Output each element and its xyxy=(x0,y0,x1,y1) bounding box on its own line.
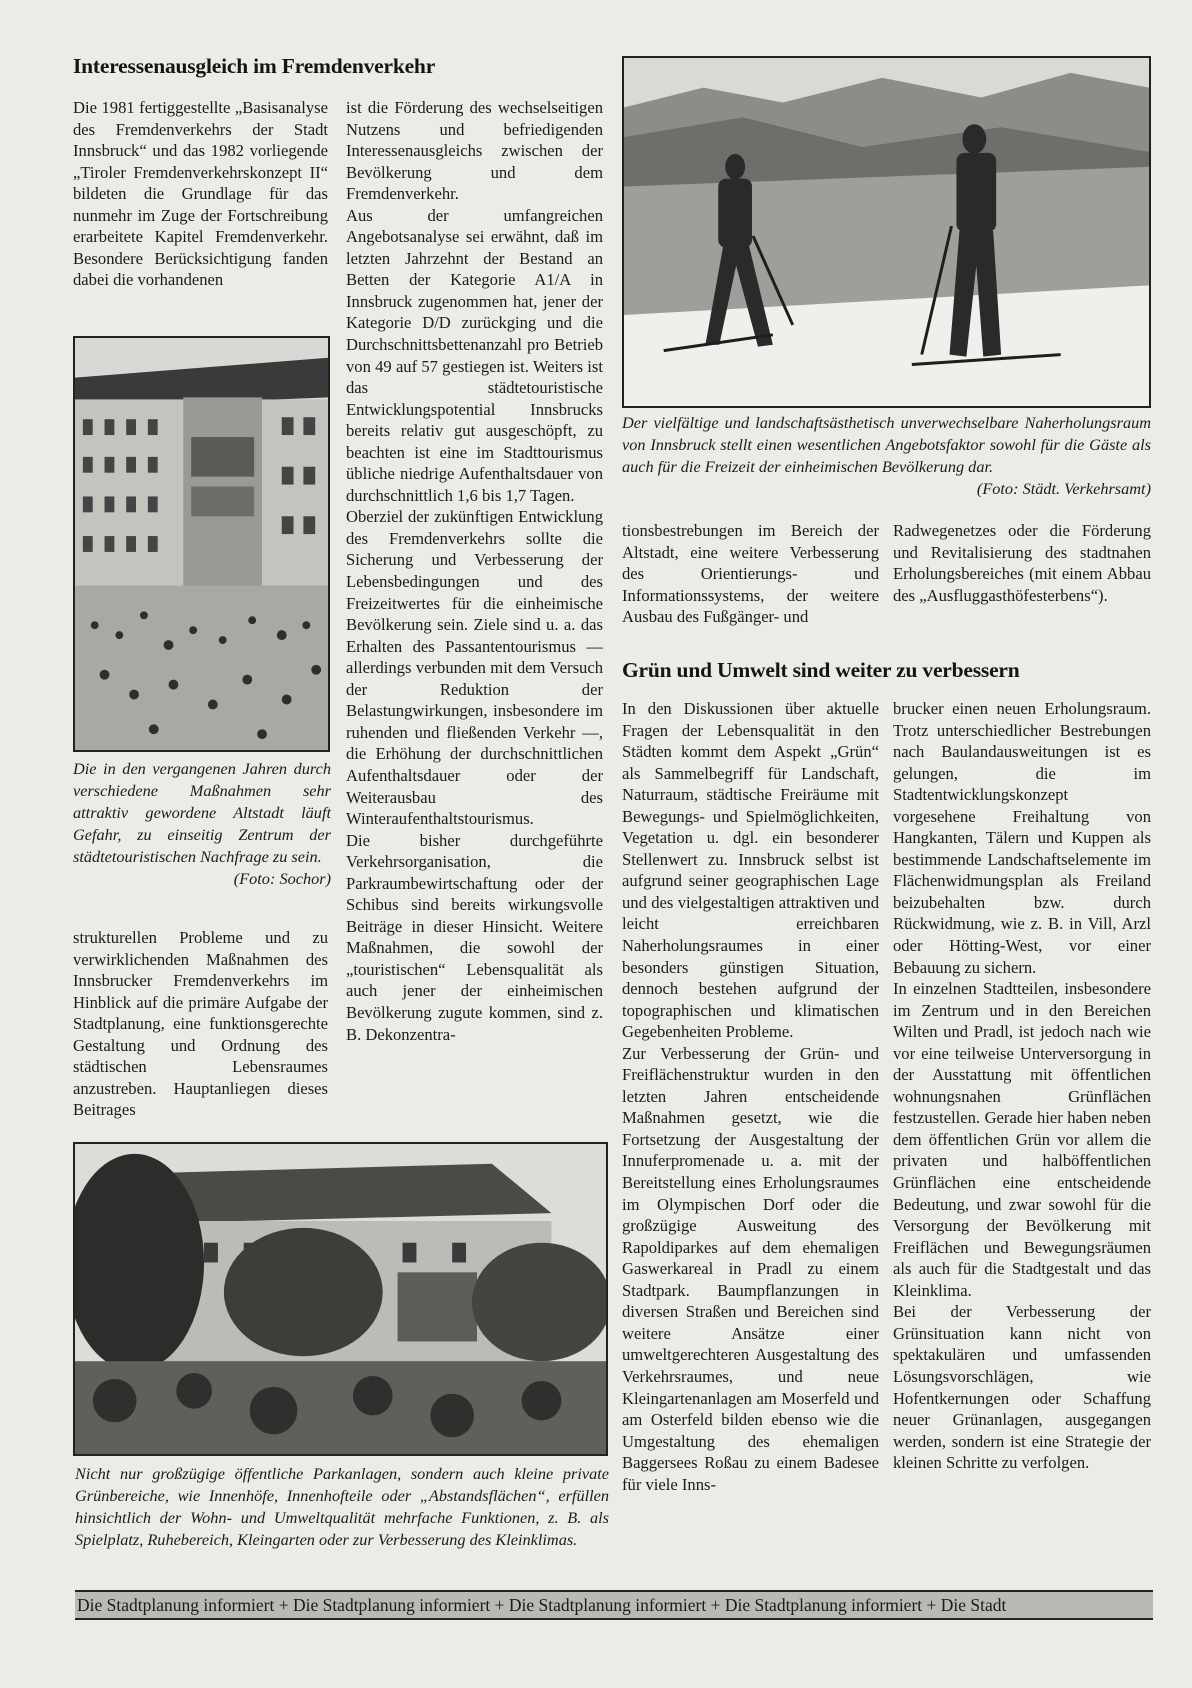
photo-skiers-mountains xyxy=(622,56,1151,408)
caption-text: Der vielfältige und landschaftsästhetisch unverwechselbare Naherholungsraum von Innsbruck stellt einen wesentlichen Angebotsfaktor sowohl für die Gäste als auch für die Freizeit der einheimischen Bevölkerung dar. xyxy=(622,413,1151,476)
caption-garden xyxy=(75,1463,609,1551)
heading-green: Grün und Umwelt sind weiter zu verbessern xyxy=(622,658,1020,682)
heading-tourism: Interessenausgleich im Fremdenverkehr xyxy=(73,54,436,78)
photo-residential-garden xyxy=(73,1142,608,1456)
caption-text: Die in den vergangenen Jahren durch verschiedene Maßnahmen sehr attraktiv gewordene Altstadt läuft Gefahr, zu einseitig Zentrum der städtetouristischen Nachfrage zu sein. xyxy=(73,759,331,866)
paragraph: Aus der umfangreichen Angebotsanalyse sei erwähnt, daß im letzten Jahrzehnt der Bestand an Betten der Kategorie A1/A in Innsbruck zugenommen hat, jener der Kategorie D/D zurückging und die Durchschnittsbettenanzahl pro Betrieb von 49 auf 57 gestiegen ist. Weiters ist das städtetouristische Entwicklungspotential Innsbrucks bereits relativ gut ausgeschöpft, zu beachten ist eine im Stadttourismus übliche niedrige Aufenthaltsdauer von durchschnittlich 1,6 bis 1,7 Tagen. xyxy=(346,205,603,505)
article-tourism-col3 xyxy=(622,520,879,628)
caption-text: Nicht nur großzügige öffentliche Parkanlagen, sondern auch kleine private Grünbereiche, wie Innenhöfe, Innenhofteile oder „Abstandsflächen“, erfüllen hinsichtlich der Wohn- und Umweltqualität mehrfache Funktionen, z. B. als Spielplatz, Ruhebereich, Kleingarten oder zur Verbesserung des Kleinklimas. xyxy=(75,1464,609,1549)
paragraph: Zur Verbesserung der Grün- und Freiflächenstruktur wurden in den letzten Jahren entscheidende Maßnahmen gesetzt, wie die Fortsetzung der Ausgestaltung der Innuferpromenade u. a. mit der Bereitstellung eines Erholungsraumes im Olympischen Dorf oder die großzügige Ausweitung des Rapoldiparkes auf dem ehemaligen Gaswerkareal in Pradl zu einem Stadtpark. Baumpflanzungen in diversen Straßen und Bereichen sind weitere Ansätze einer umweltgerechteren Ausgestaltung des Verkehrsraumes, und neue Kleingartenanlagen am Moserfeld und am Osterfeld bilden ebenso wie die Umgestaltung des ehemaligen Baggersees Roßau zu einem Badesee für viele Inns- xyxy=(622,1043,879,1494)
paragraph: tionsbestrebungen im Bereich der Altstadt, eine weitere Verbesserung des Orientierungs- und Informationssystems, der weitere Ausbau des Fußgänger- und xyxy=(622,521,879,627)
paragraph: Oberziel der zukünftigen Entwicklung des Fremdenverkehrs sollte die Sicherung und Verbesserung der Lebensbedingungen und des Freizeitwertes für die einheimische Bevölkerung sein. Ziele sind u. a. das Erhalten des Passantentourismus — allerdings verbunden mit dem Versuch der Reduktion der Belastungwirkungen, insbesondere im ruhenden und fließenden Verkehr —, die Erhöhung der durchschnittlichen Aufenthaltsdauer oder der Weiterausbau des Winteraufenthaltstourismus. xyxy=(346,507,603,829)
paragraph: ist die Förderung des wechselseitigen Nutzens und befriedigenden Interessenausgleichs zwischen der Bevölkerung und dem Fremdenverkehr. xyxy=(346,98,603,204)
paragraph: strukturellen Probleme und zu verwirklichenden Maßnahmen des Innsbrucker Fremdenverkehrs im Hinblick auf die primäre Aufgabe der Stadtplanung, eine funktionsgerechte Gestaltung und Ordnung des städtischen Lebensraumes anzustreben. Hauptanliegen dieses Beitrages xyxy=(73,928,328,1120)
photo-credit: (Foto: Städt. Verkehrsamt) xyxy=(976,479,1151,498)
caption-skiers xyxy=(622,412,1151,500)
article-tourism-col1-bottom xyxy=(73,927,328,1121)
article-tourism-col2 xyxy=(346,97,603,1045)
paragraph: Die 1981 fertiggestellte „Basisanalyse des Fremdenverkehrs der Stadt Innsbruck“ und das 1982 vorliegende „Tiroler Fremdenverkehrskonzept II“ bildeten die Grundlage für das nunmehr im Zuge der Fortschreibung erarbeitete Kapitel Fremdenverkehr. Besondere Berücksichtigung fanden dabei die vorhandenen xyxy=(73,98,328,290)
article-tourism-col1-top xyxy=(73,97,328,291)
article-green-col4 xyxy=(893,698,1151,1474)
footer-banner: Die Stadtplanung informiert + Die Stadtplanung informiert + Die Stadtplanung informiert + Die Stadtplanung informiert + Die Stadt xyxy=(75,1590,1153,1620)
paragraph: In einzelnen Stadtteilen, insbesondere im Zentrum und in den Bereichen Wilten und Pradl, ist jedoch nach wie vor eine teilweise Unterversorgung in der Ausstattung mit öffentlichen wohnungsnahen Grünflächen festzustellen. Gerade hier haben neben dem öffentlichen Grün vor allem die privaten und halböffentlichen Grünflächen eine entscheidende Bedeutung, und zwar sowohl für die Versorgung der Bevölkerung mit Freiflächen und Bewegungsräumen als auch für die Stadtgestalt und das Kleinklima. xyxy=(893,979,1151,1300)
photo-altstadt-golden-roof xyxy=(73,336,330,752)
photo-credit: (Foto: Sochor) xyxy=(233,869,331,888)
paragraph: Bei der Verbesserung der Grünsituation kann nicht von spektakulären und umfassenden Lösungsvorschlägen, wie Hofentkernungen oder Schaffung neuer Grünanlagen, ausgegangen werden, sondern ist eine Strategie der kleinen Schritte zu verfolgen. xyxy=(893,1302,1151,1473)
paragraph: In den Diskussionen über aktuelle Fragen der Lebensqualität in den Städten kommt dem Aspekt „Grün“ als Sammelbegriff für Landschaft, Naturraum, städtische Freiräume mit Bewegungs- und Spielmöglichkeiten, Vegetation u. dgl. ein besonderer Stellenwert zu. Innsbruck selbst ist aufgrund seiner geographischen Lage und des vielgestaltigen attraktiven und leicht erreichbaren Naherholungsraumes in einer besonders günstigen Situation, dennoch bestehen aufgrund der topographischen und klimatischen Gegebenheiten Probleme. xyxy=(622,699,879,1042)
article-green-col3 xyxy=(622,698,879,1495)
paragraph: Die bisher durchgeführte Verkehrsorganisation, die Parkraumbewirtschaftung oder der Schibus sind bereits wirkungsvolle Beiträge in dieser Hinsicht. Weitere Maßnahmen, die sowohl der „touristischen“ Lebensqualität als auch jener der einheimischen Bevölkerung zugute kommen, sind z. B. Dekonzentra- xyxy=(346,830,603,1044)
paragraph: Radwegenetzes oder die Förderung und Revitalisierung des stadtnahen Erholungsbereiches (mit einem Abbau des „Ausfluggasthöfesterbens“). xyxy=(893,521,1151,605)
paragraph: brucker einen neuen Erholungsraum. Trotz unterschiedlicher Bestrebungen nach Baulandausweitungen ist es gelungen, die im Stadtentwicklungskonzept vorgesehene Freihaltung von Hangkanten, Tälern und Kuppen als bestimmende Landschaftselemente im Flächenwidmungsplan als Freiland beizubehalten bzw. durch Rückwidmung, wie z. B. in Vill, Arzl oder Hötting-West, vor einer Bebauung zu sichern. xyxy=(893,699,1151,977)
article-tourism-col4 xyxy=(893,520,1151,606)
caption-altstadt xyxy=(73,758,331,890)
